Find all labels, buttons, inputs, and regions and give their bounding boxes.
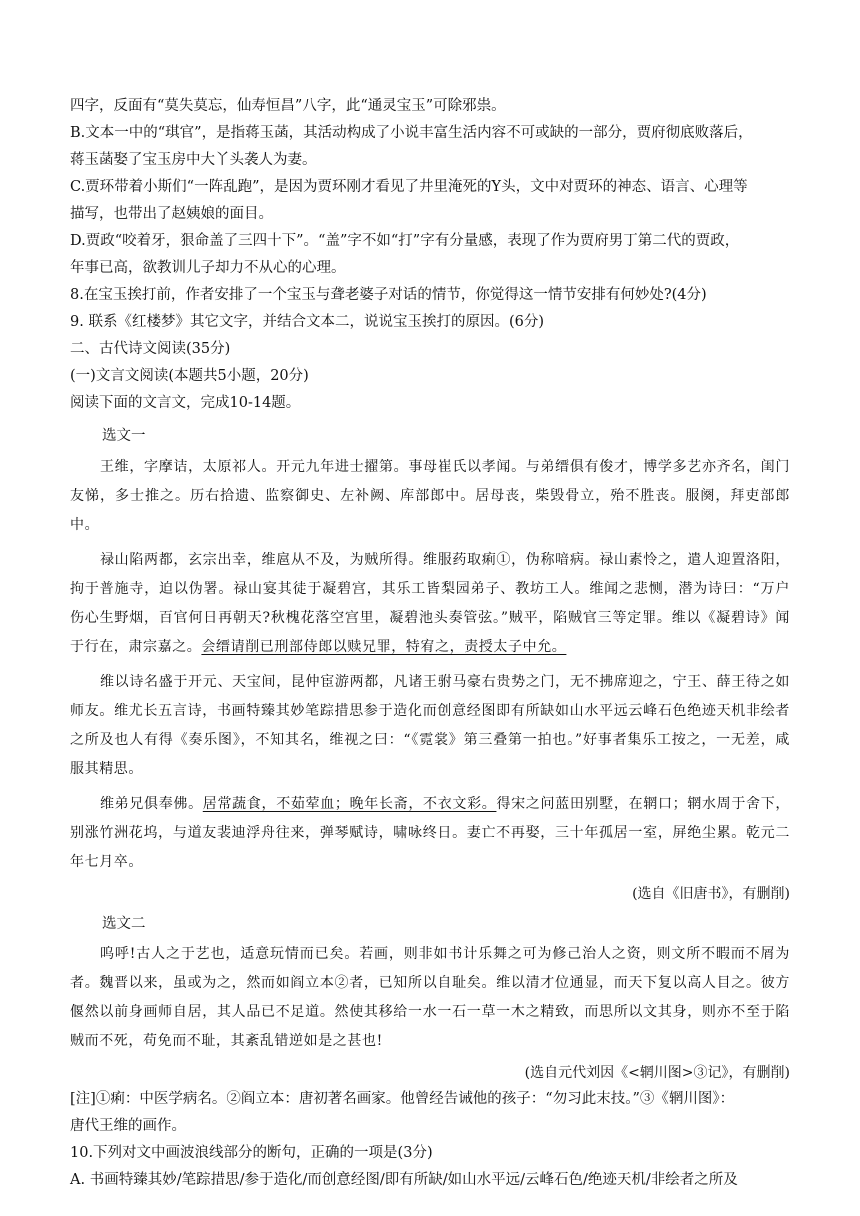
passage-2-title: 选文二 <box>102 916 146 932</box>
reading-instruction: 阅读下面的文言文，完成10-14题。 <box>70 395 301 411</box>
question-10: 10.下列对文中画波浪线部分的断句，正确的一项是(3分) <box>70 1144 433 1161</box>
question-10-option-a: A. 书画特臻其妙/笔踪措思/参于造化/而创意经图/即有所缺/如山水平远/云峰石色/绝迹天机/非绘者之所及 <box>70 1171 738 1188</box>
option-b: B.文本一中的“琪官”，是指蒋玉菡，其活动构成了小说丰富生活内容不可或缺的一部分，贾府彻底败落后， <box>70 125 753 141</box>
passage-2-paragraph: 呜呼!古人之于艺也，适意玩情而已矣。若画，则非如书计乐舞之可为修己治人之资，则文所不暇而不屑为者。魏晋以来，虽或为之，然而如阎立本②者，已知所以自耻矣。维以清才位通显，而天下复以高人目之。彼方偃然以前身画师自居，其人品已不足道。然使其移给一水一石一草一木之精致，而思所以文其身，则亦不至于陷贼而不死，苟免而不耻，其紊乱错逆如是之甚也! <box>70 945 790 1049</box>
passage-1-paragraph-4 <box>70 790 790 877</box>
underlined-sentence-2: 居常蔬食，不茹荤血；晚年长斋，不衣文彩。 <box>202 796 497 812</box>
underlined-sentence-1: 会缙请削已刑部侍郎以赎兄罪，特宥之，责授太子中允。 <box>201 639 567 655</box>
option-b-continuation: 蒋玉菡娶了宝玉房中大丫头袭人为妻。 <box>70 152 317 168</box>
option-d-continuation: 年事已高，欲教训儿子却力不从心的心理。 <box>70 260 346 276</box>
question-8: 8.在宝玉挨打前，作者安排了一个宝玉与聋老婆子对话的情节，你觉得这一情节安排有何妙处?(4分) <box>70 287 707 303</box>
passage-1-paragraph-4-start: 维弟兄俱奉佛。 <box>100 796 203 812</box>
source-citation-2: (选自元代刘因《<辋川图>③记》，有删削) <box>524 1064 790 1081</box>
section-heading: 二、古代诗文阅读(35分) <box>70 341 231 357</box>
passage-1-title: 选文一 <box>102 427 146 444</box>
passage-1-paragraph-2-text: 禄山陷两都，玄宗出幸，维扈从不及，为贼所得。维服药取痢①，伪称喑病。禄山素怜之，遣人迎置洛阳，拘于普施寺，迫以伪署。禄山宴其徒于凝碧宫，其乐工皆梨园弟子、教坊工人。维闻之悲恻，潜为诗曰：“万户伤心生野烟，百官何日再朝天?秋槐花落空宫里，凝碧池头奏管弦。”贼平，陷贼官三等定罪。维以《凝碧诗》闻于行在，肃宗嘉之。 <box>70 552 790 655</box>
passage-1-paragraph-2 <box>70 546 790 662</box>
option-c: C.贾环带着小斯们“一阵乱跑”，是因为贾环刚才看见了井里淹死的Y头，文中对贾环的神态、语言、心理等 <box>70 179 748 195</box>
option-a-continuation: 四字，反面有“莫失莫忘，仙寿恒昌”八字，此“通灵宝玉”可除邪祟。 <box>70 98 506 114</box>
subsection-heading: (一)文言文阅读(本题共5小题，20分) <box>70 368 309 384</box>
footnotes: [注]①痢：中医学病名。②阎立本：唐初著名画家。他曾经告诫他的孩子：“勿习此末技。”③《辋川图》： <box>70 1090 735 1107</box>
source-citation-1: (选自《旧唐书》，有删削) <box>632 886 790 902</box>
passage-1-paragraph-1: 王维，字摩诘，太原祁人。开元九年进士擢第。事母崔氏以孝闻。与弟缙俱有俊才，博学多艺亦齐名，闺门友悌，多士推之。历右拾遗、监察御史、左补阙、库部郎中。居母丧，柴毁骨立，殆不胜丧。服阕，拜吏部郎中。 <box>70 459 790 533</box>
question-9: 9. 联系《红楼梦》其它文字，并结合文本二，说说宝玉挨打的原因。(6分) <box>70 314 544 330</box>
passage-1-paragraph-3: 维以诗名盛于开元、天宝间，昆仲宦游两都，凡诸王驸马豪右贵势之门，无不拂席迎之，宁王、薛王待之如师友。维尤长五言诗，书画特臻其妙笔踪措思参于造化而创意经图即有所缺如山水平远云峰石色绝迹天机非绘者之所及也人有得《奏乐图》，不知其名，维视之曰：“《霓裳》第三叠第一拍也。”好事者集乐工按之，一无差，咸服其精思。 <box>70 674 790 777</box>
footnotes-continuation: 唐代王维的画作。 <box>70 1117 186 1134</box>
passage-1-paragraph-4-end: 得宋之问蓝田别墅，在辋口；辋水周于舍下，别涨竹洲花坞，与道友裴迪浮舟往来，弹琴赋诗，啸咏终日。妻亡不再娶，三十年孤居一室，屏绝尘累。乾元二年七月卒。 <box>70 796 791 870</box>
option-d: D.贾政“咬着牙，狠命盖了三四十下”。“盖”字不如“打”字有分量感，表现了作为贾府男丁第二代的贾政， <box>70 233 740 249</box>
option-c-continuation: 描写，也带出了赵姨娘的面目。 <box>70 206 273 222</box>
